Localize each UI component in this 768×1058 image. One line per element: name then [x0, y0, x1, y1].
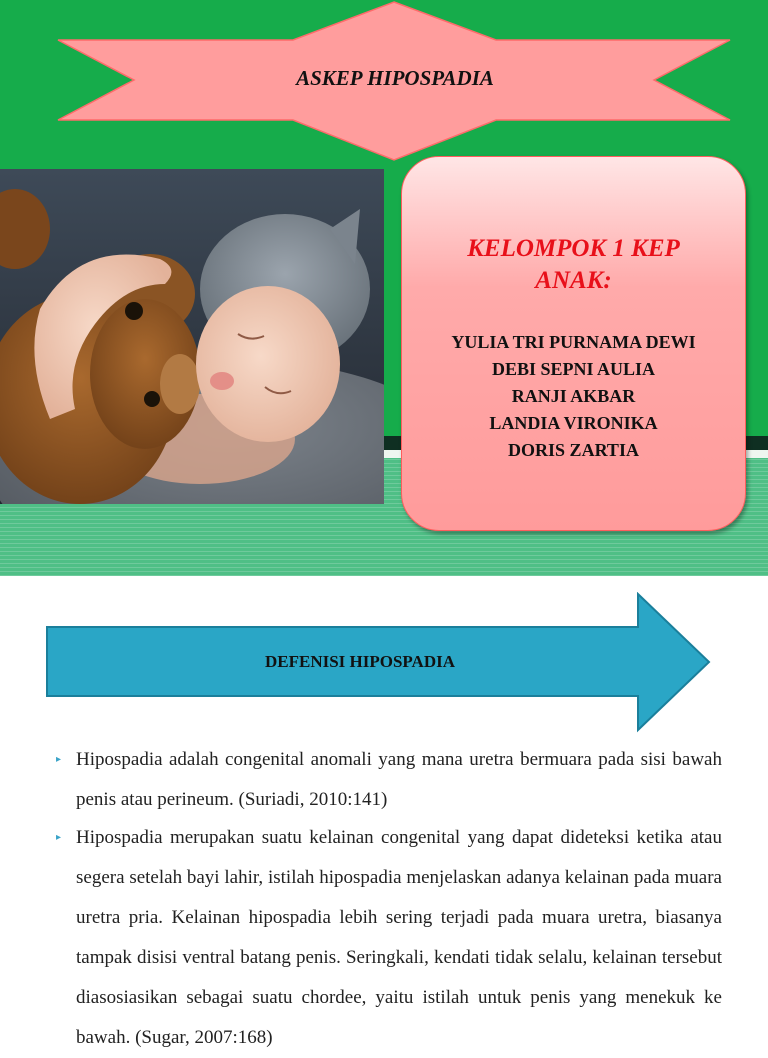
member-name: LANDIA VIRONIKA [489, 413, 658, 433]
paragraph-text: Hipospadia merupakan suatu kelainan congenital yang dapat dideteksi ketika atau segera setelah bayi lahir, istilah hipospadia menjelaskan adanya kelainan pada muara uretra pria. Kelainan hipospadia lebih sering terjadi pada muara uretra, biasanya tampak disisi ventral batang penis. Seringkali, kendati tidak selalu, kelainan tersebut diasosiasikan sebagai suatu chordee, yaitu istilah untuk penis yang menekuk ke bawah. (Sugar, 2007:168) [76, 827, 722, 1048]
member-list [402, 329, 745, 464]
paragraph-text: Hipospadia adalah congenital anomali yang mana uretra bermuara pada sisi bawah penis atau perineum. (Suriadi, 2010:141) [76, 749, 722, 810]
bullet-arrow-icon: ▸ [56, 754, 62, 765]
definition-paragraph-1 [56, 740, 722, 820]
slide-title: ASKEP HIPOSPADIA [296, 66, 494, 90]
group-title-line1: KELOMPOK 1 KEP [467, 235, 680, 262]
member-name: DORIS ZARTIA [508, 440, 639, 460]
section-heading: DEFENISI HIPOSPADIA [264, 652, 456, 671]
group-info-card [401, 156, 746, 531]
member-name: RANJI AKBAR [511, 386, 636, 406]
group-title-line2: ANAK: [535, 267, 612, 294]
member-name: DEBI SEPNI AULIA [491, 359, 656, 379]
baby-teddy-photo [0, 169, 384, 504]
bullet-arrow-icon: ▸ [56, 832, 62, 843]
definition-paragraph-2 [56, 818, 722, 1058]
group-title [402, 233, 745, 297]
member-name: YULIA TRI PURNAMA DEWI [451, 332, 696, 352]
